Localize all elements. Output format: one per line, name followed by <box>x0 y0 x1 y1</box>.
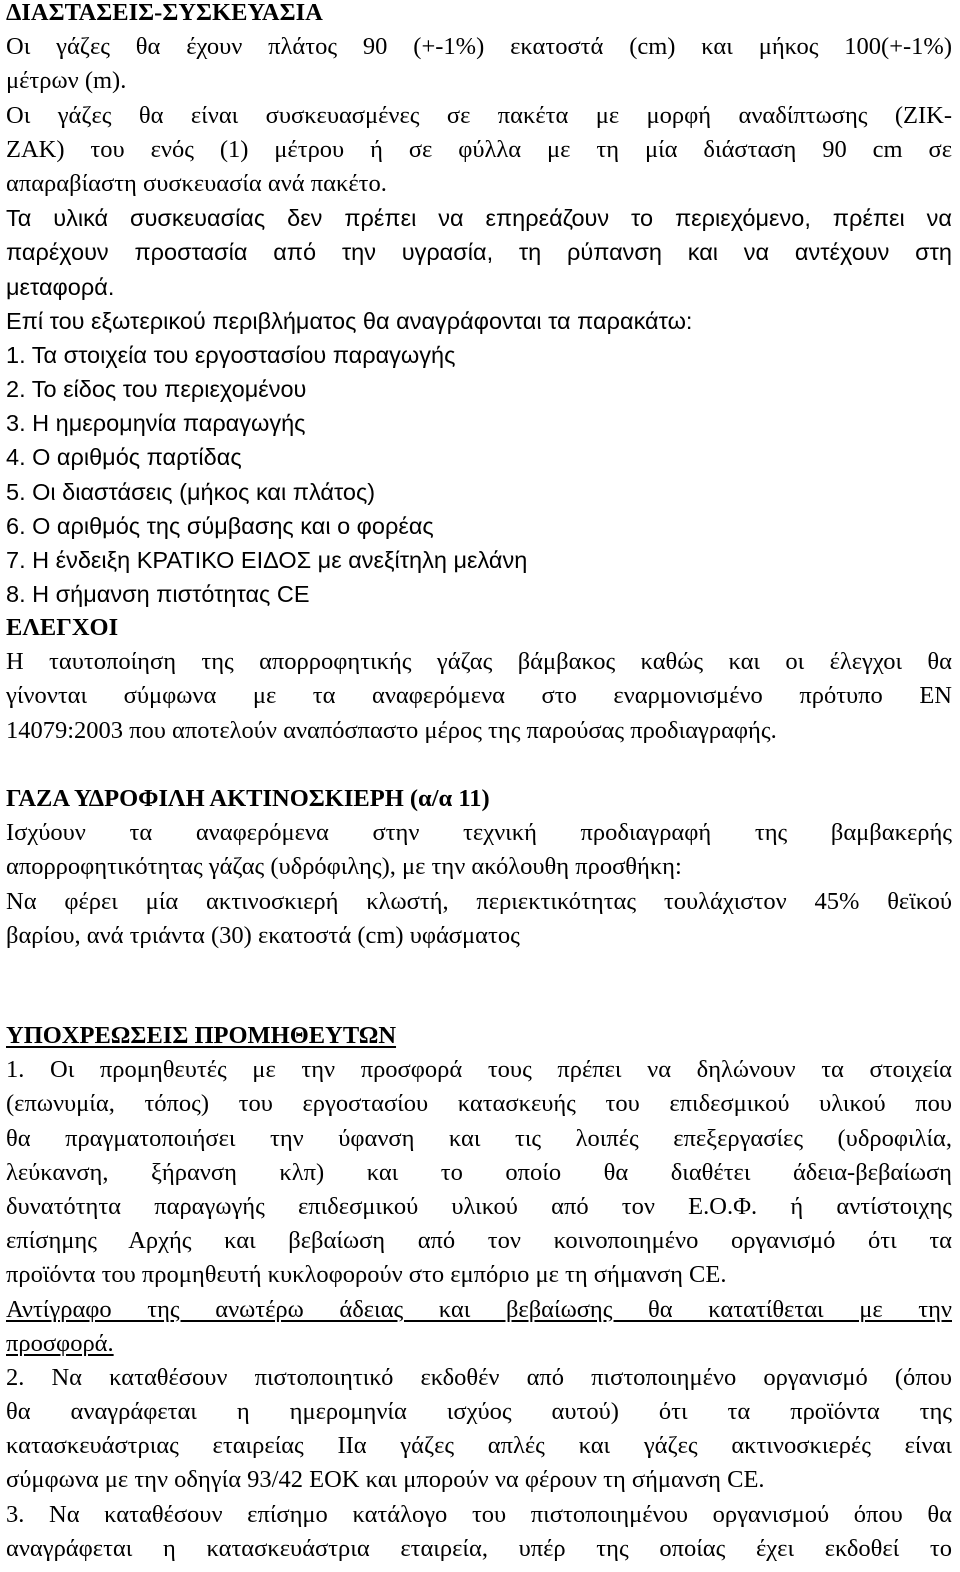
obligation-line: κατασκευάστριας εταιρείας ΙΙα γάζες απλές και γάζες ακτινοσκιερές είναι <box>6 1432 952 1460</box>
list-item: 5. Οι διαστάσεις (μήκος και πλάτος) <box>6 478 376 505</box>
list-item: 4. Ο αριθμός παρτίδας <box>6 444 242 471</box>
gauze-heading: ΓΑΖΑ ΥΔΡΟΦΙΛΗ ΑΚΤΙΝΟΣΚΙΕΡΗ (α/α 11) <box>6 785 490 812</box>
controls-line: 14079:2003 που αποτελούν αναπόσπαστο μέρος της παρούσας προδιαγραφής. <box>6 716 777 744</box>
obligation-line: 1. Οι προμηθευτές με την προσφορά τους πρέπει να δηλώνουν τα στοιχεία <box>6 1056 952 1084</box>
controls-section <box>6 611 952 748</box>
list-item: 2. Το είδος του περιεχομένου <box>6 376 307 403</box>
gauze-line: βαρίου, ανά τριάντα (30) εκατοστά (cm) υφάσματος <box>6 921 520 949</box>
packaging-line: Τα υλικά συσκευασίας δεν πρέπει να επηρεάζουν το περιεχόμενο, πρέπει να <box>6 205 952 232</box>
obligation-line: θα πραγματοποιήσει την ύφανση και τις λοιπές επεξεργασίες (υδροφιλία, <box>6 1124 952 1152</box>
obligation-line: θα αναγράφεται η ημερομηνία ισχύος αυτού) ότι τα προϊόντα της <box>6 1398 952 1426</box>
packaging-line: μεταφορά. <box>6 273 115 300</box>
list-item: 6. Ο αριθμός της σύμβασης και ο φορέας <box>6 512 434 539</box>
obligations-heading <box>6 1019 952 1053</box>
obligation-underlined-line <box>6 1327 952 1361</box>
packaging-section <box>6 0 952 611</box>
obligation-underlined-text: προσφορά. <box>6 1329 114 1357</box>
obligations-section <box>6 1019 952 1566</box>
controls-heading: ΕΛΕΓΧΟΙ <box>6 614 119 641</box>
obligation-line: δυνατότητα παραγωγής επιδεσμικού υλικού από τον Ε.Ο.Φ. ή αντίστοιχης <box>6 1192 952 1220</box>
packaging-line: Οι γάζες θα έχουν πλάτος 90 (+-1%) εκατοστά (cm) και μήκος 100(+-1%) <box>6 33 952 61</box>
obligations-heading-text: ΥΠΟΧΡΕΩΣΕΙΣ ΠΡΟΜΗΘΕΥΤΩΝ <box>6 1022 397 1049</box>
packaging-line: Οι γάζες θα είναι συσκευασμένες σε πακέτα με μορφή αναδίπτωσης (ΖΙΚ- <box>6 101 952 129</box>
packaging-heading: ΔΙΑΣΤΑΣΕΙΣ-ΣΥΣΚΕΥΑΣΙΑ <box>6 0 323 26</box>
list-item: 8. Η σήμανση πιστότητας CE <box>6 581 310 608</box>
obligation-line: 3. Να καταθέσουν επίσημο κατάλογο του πιστοποιημένου οργανισμού όπου θα <box>6 1500 952 1528</box>
obligation-line: λεύκανση, ξήρανση κλπ) και το οποίο θα διαθέτει άδεια-βεβαίωση <box>6 1158 952 1186</box>
obligation-underlined-line: Αντίγραφο της ανωτέρω άδειας και βεβαίωσης θα κατατίθεται με την <box>6 1295 952 1323</box>
obligation-line: αναγράφεται η κατασκευάστρια εταιρεία, υπέρ της οποίας έχει εκδοθεί το <box>6 1534 952 1562</box>
obligation-line: προϊόντα του προμηθευτή κυκλοφορούν στο εμπόριο με τη σήμανση CE. <box>6 1261 727 1289</box>
list-item: 1. Τα στοιχεία του εργοστασίου παραγωγής <box>6 341 456 368</box>
list-item: 7. Η ένδειξη ΚΡΑΤΙΚΟ ΕΙΔΟΣ με ανεξίτηλη μελάνη <box>6 547 528 573</box>
controls-line: Η ταυτοποίηση της απορροφητικής γάζας βάμβακος καθώς και οι έλεγχοι θα <box>6 648 952 676</box>
obligation-line: επίσημης Αρχής και βεβαίωση από τον κοινοποιημένο οργανισμό ότι τα <box>6 1227 952 1255</box>
obligation-line: σύμφωνα με την οδηγία 93/42 ΕΟΚ και μπορούν να φέρουν τη σήμανση CE. <box>6 1466 765 1494</box>
obligation-line: (επωνυμία, τόπος) του εργοστασίου κατασκευής του επιδεσμικού υλικού που <box>6 1090 952 1118</box>
packaging-line: απαραβίαστη συσκευασία ανά πακέτο. <box>6 169 387 197</box>
gauze-line: απορροφητικότητας γάζας (υδρόφιλης), με την ακόλουθη προσθήκη: <box>6 853 682 881</box>
list-item: 3. Η ημερομηνία παραγωγής <box>6 410 306 437</box>
packaging-line: Επί του εξωτερικού περιβλήματος θα αναγράφονται τα παρακάτω: <box>6 307 693 334</box>
packaging-line: μέτρων (m). <box>6 67 127 95</box>
gauze-line: Να φέρει μία ακτινοσκιερή κλωστή, περιεκτικότητας τουλάχιστον 45% θεϊκού <box>6 887 952 915</box>
gauze-section <box>6 782 952 953</box>
packaging-line: παρέχουν προστασία από την υγρασία, τη ρύπανση και να αντέχουν στη <box>6 239 952 266</box>
controls-line: γίνονται σύμφωνα με τα αναφερόμενα στο εναρμονισμένο πρότυπο ΕΝ <box>6 682 952 710</box>
packaging-line: ΖΑΚ) του ενός (1) μέτρου ή σε φύλλα με τη μία διάσταση 90 cm σε <box>6 135 952 163</box>
gauze-line: Ισχύουν τα αναφερόμενα στην τεχνική προδιαγραφή της βαμβακερής <box>6 819 952 847</box>
obligation-line: 2. Να καταθέσουν πιστοποιητικό εκδοθέν από πιστοποιημένο οργανισμό (όπου <box>6 1363 952 1391</box>
